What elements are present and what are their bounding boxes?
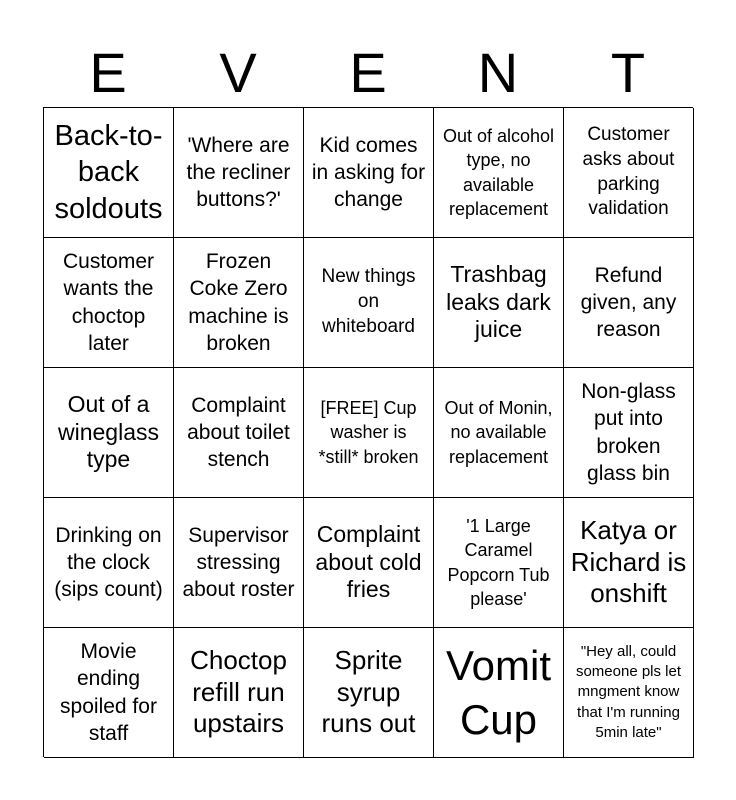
bingo-cell[interactable]: Katya or Richard is onshift xyxy=(564,498,694,628)
bingo-cell[interactable]: Refund given, any reason xyxy=(564,238,694,368)
bingo-cell[interactable]: '1 Large Caramel Popcorn Tub please' xyxy=(434,498,564,628)
title-letter: E xyxy=(89,41,127,104)
bingo-cell[interactable]: Choctop refill run upstairs xyxy=(174,628,304,758)
title-letter: V xyxy=(219,41,257,104)
bingo-cell[interactable]: Out of a wineglass type xyxy=(44,368,174,498)
bingo-cell[interactable]: Customer wants the choctop later xyxy=(44,238,174,368)
bingo-cell[interactable]: Back-to-back soldouts xyxy=(44,108,174,238)
bingo-cell[interactable]: New things on whiteboard xyxy=(304,238,434,368)
bingo-cell[interactable]: "Hey all, could someone pls let mngment know that I'm running 5min late" xyxy=(564,628,694,758)
title-letter: T xyxy=(610,41,646,104)
bingo-cell[interactable]: Out of alcohol type, no available replacement xyxy=(434,108,564,238)
bingo-cell[interactable]: Out of Monin, no available replacement xyxy=(434,368,564,498)
bingo-cell[interactable]: Trashbag leaks dark juice xyxy=(434,238,564,368)
bingo-cell[interactable]: Customer asks about parking validation xyxy=(564,108,694,238)
bingo-board xyxy=(43,107,693,757)
bingo-cell[interactable]: Complaint about cold fries xyxy=(304,498,434,628)
title-letter: E xyxy=(349,41,387,104)
bingo-cell[interactable]: Non-glass put into broken glass bin xyxy=(564,368,694,498)
bingo-cell[interactable]: Supervisor stressing about roster xyxy=(174,498,304,628)
bingo-cell[interactable]: Vomit Cup xyxy=(434,628,564,758)
bingo-cell[interactable]: Frozen Coke Zero machine is broken xyxy=(174,238,304,368)
title-letter: N xyxy=(477,41,519,104)
bingo-title xyxy=(43,40,693,106)
bingo-cell[interactable]: [FREE] Cup washer is *still* broken xyxy=(304,368,434,498)
bingo-cell[interactable]: Drinking on the clock (sips count) xyxy=(44,498,174,628)
bingo-cell[interactable]: Movie ending spoiled for staff xyxy=(44,628,174,758)
bingo-cell[interactable]: 'Where are the recliner buttons?' xyxy=(174,108,304,238)
bingo-cell[interactable]: Sprite syrup runs out xyxy=(304,628,434,758)
bingo-cell[interactable]: Complaint about toilet stench xyxy=(174,368,304,498)
bingo-cell[interactable]: Kid comes in asking for change xyxy=(304,108,434,238)
